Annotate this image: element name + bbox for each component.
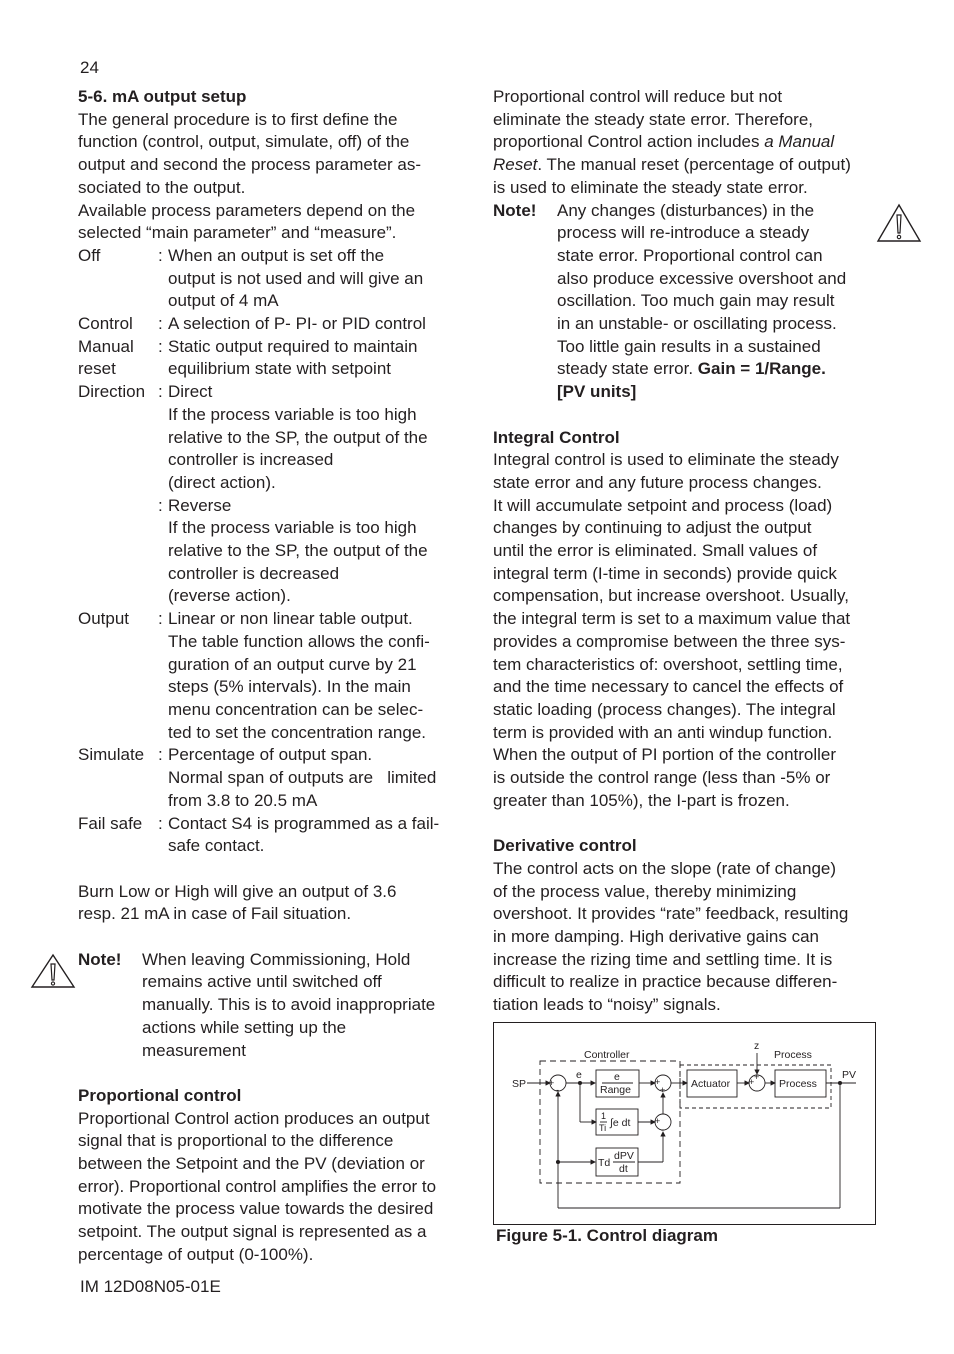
gain-units: [PV units] (557, 382, 637, 402)
d-gain: Td (598, 1157, 611, 1169)
warning-icon (30, 953, 76, 989)
integral-line: changes by continuing to adjust the output (493, 518, 812, 538)
def-term: reset (78, 359, 116, 379)
note-line: also produce excessive overshoot and (557, 268, 847, 288)
italic-span: Reset (493, 155, 538, 175)
def-manual-reset: Manual reset : Static output required to maintain equilibrium state with setpoint (78, 336, 463, 381)
def-line: relative to the SP, the output of the (168, 541, 428, 561)
intro-line: selected “main parameter” and “measure”. (78, 223, 397, 243)
def-term: Simulate (78, 745, 145, 765)
def-line: If the process variable is too high (168, 404, 417, 424)
integral-line: static loading (process changes). The integral (493, 699, 836, 719)
sj1-minus: - (556, 1085, 559, 1095)
burn-line: resp. 21 mA in case of Fail situation. (78, 904, 352, 924)
def-direction: Direction : Direct If the process variable is too high relative to the SP, the output of the controller is increased (direct action). (78, 381, 463, 495)
proportional-continued (493, 86, 881, 200)
i-denominator: Ti (599, 1123, 607, 1133)
note-line: When leaving Commissioning, Hold (142, 949, 411, 969)
intro-line: Available process parameters depend on the (78, 200, 416, 220)
control-diagram-frame (493, 1022, 876, 1225)
derivative-heading: Derivative control (493, 836, 637, 856)
def-line: ted to set the concentration range. (168, 722, 427, 742)
document-id: IM 12D08N05-01E (80, 1277, 221, 1296)
def-line: Reverse (168, 495, 232, 515)
prop-line: setpoint. The output signal is represented as a (78, 1222, 427, 1242)
derivative-line: in more damping. High derivative gains can (493, 926, 820, 946)
integral-line: compensation, but increase overshoot. Usually, (493, 586, 849, 606)
note-line: process will re-introduce a steady (557, 223, 810, 243)
integral-line: integral term (I-time in seconds) provide quick (493, 563, 837, 583)
intro-line: The general procedure is to first define the (78, 109, 398, 129)
process-label: Process (774, 1049, 812, 1061)
italic-span: a Manual (764, 132, 835, 152)
d-numerator: dPV (614, 1150, 634, 1162)
def-line: safe contact. (168, 836, 265, 856)
burn-paragraph (78, 881, 463, 926)
integral-line: state error and any future process changes. (493, 472, 822, 492)
note-line: remains active until switched off (142, 972, 382, 992)
proportional-paragraph (78, 1108, 463, 1267)
integral-line: the integral term is set to a maximum value that (493, 609, 851, 629)
def-line: steps (5% intervals). In the main (168, 677, 411, 697)
controller-label: Controller (584, 1049, 630, 1061)
integral-line: term is provided with an anti windup function. (493, 722, 833, 742)
def-line: controller is decreased (168, 563, 340, 583)
def-line: guration of an output curve by 21 (168, 654, 417, 674)
def-line: controller is increased (168, 450, 334, 470)
integral-heading: Integral Control (493, 427, 620, 447)
right-note (493, 200, 881, 404)
note-label: Note! (78, 949, 122, 969)
page-number: 24 (80, 58, 99, 77)
derivative-line: of the process value, thereby minimizing (493, 881, 797, 901)
junction-dot (578, 1081, 581, 1084)
burn-line: Burn Low or High will give an output of 3.6 (78, 881, 397, 901)
text-line: is used to eliminate the steady state error. (493, 177, 808, 197)
def-term: Fail safe (78, 813, 143, 833)
left-column (78, 86, 463, 1267)
text-line (493, 154, 881, 177)
sj3-plus: + (655, 1116, 661, 1126)
pv-label: PV (842, 1069, 857, 1081)
integral-line: provides a compromise between the three sys- (493, 631, 846, 651)
prop-line: error). Proportional control amplifies the error to (78, 1176, 437, 1196)
note-line: Too little gain results in a sustained (557, 336, 821, 356)
def-line: output of 4 mA (168, 291, 279, 311)
sj2-plus: + (655, 1077, 661, 1087)
def-line: menu concentration can be selec- (168, 699, 424, 719)
p-denominator: Range (600, 1084, 631, 1096)
def-line: Static output required to maintain (168, 336, 418, 356)
def-line: Contact S4 is programmed as a fail- (168, 813, 440, 833)
p-numerator: e (614, 1071, 620, 1083)
prop-line: percentage of output (0-100%). (78, 1244, 314, 1264)
section-heading: 5-6. mA output setup (78, 87, 247, 106)
def-line: Normal span of outputs are limited (168, 768, 437, 788)
note-label: Note! (493, 200, 537, 220)
prop-line: Proportional Control action produces an output (78, 1108, 430, 1128)
def-term: Off (78, 245, 101, 265)
def-line: When an output is set off the (168, 245, 385, 265)
derivative-paragraph (493, 858, 881, 1017)
text-span: steady state error. (557, 359, 698, 379)
def-line: The table function allows the confi- (168, 631, 430, 651)
def-control: Control : A selection of P- PI- or PID control (78, 313, 463, 336)
integral-line: greater than 105%), the I-part is frozen. (493, 790, 790, 810)
sj4-plus: + (749, 1077, 755, 1087)
derivative-line: tiation leads to “noisy” signals. (493, 995, 721, 1015)
note-line: manually. This is to avoid inappropriate (142, 995, 436, 1015)
warning-icon (876, 203, 922, 243)
integral-line: Integral control is used to eliminate the steady (493, 450, 839, 470)
prop-line: motivate the process value towards the desired (78, 1199, 434, 1219)
left-note (78, 949, 463, 1063)
actuator-label: Actuator (691, 1078, 731, 1090)
intro-paragraph (78, 109, 463, 245)
integral-paragraph (493, 449, 881, 812)
derivative-line: difficult to realize in practice because differen- (493, 972, 838, 992)
def-term: Direction (78, 382, 146, 402)
process-block-label: Process (779, 1078, 817, 1090)
note-line: Any changes (disturbances) in the (557, 200, 815, 220)
sj4-plus-2: + (754, 1072, 760, 1082)
def-fail-safe: Fail safe : Contact S4 is programmed as a fail- safe contact. (78, 813, 463, 858)
def-line: relative to the SP, the output of the (168, 427, 428, 447)
note-line: measurement (142, 1040, 246, 1060)
integral-line: is outside the control range (less than -5% or (493, 768, 831, 788)
intro-line: output and second the process parameter as- (78, 155, 422, 175)
derivative-line: The control acts on the slope (rate of change) (493, 858, 837, 878)
d-denominator: dt (619, 1163, 628, 1175)
def-output: Output : Linear or non linear table output. The table function allows the confi- guration of an output curve by 21 steps (5% intervals). In the main menu concentration can be selec- ted to set the concentration range. (78, 608, 463, 744)
sj1-plus: + (549, 1078, 555, 1088)
def-line: output is not used and will give an (168, 268, 424, 288)
intro-line: sociated to the output. (78, 177, 246, 197)
prop-line: between the Setpoint and the PV (deviation or (78, 1154, 425, 1173)
note-line: oscillation. Too much gain may result (557, 291, 835, 311)
right-column (493, 86, 881, 1017)
def-term: Output (78, 609, 130, 629)
gain-formula: Gain = 1/Range. (697, 359, 826, 379)
derivative-line: overshoot. It provides “rate” feedback, resulting (493, 904, 849, 924)
integral-line: It will accumulate setpoint and process (load) (493, 495, 833, 515)
intro-line: function (control, output, simulate, off) of the (78, 132, 410, 152)
derivative-line: increase the rizing time and settling time. It is (493, 949, 833, 969)
note-line: actions while setting up the (142, 1017, 347, 1037)
text-line: eliminate the steady state error. Therefore, (493, 109, 814, 129)
text-span: proportional Control action includes (493, 132, 765, 152)
text-line: Proportional control will reduce but not (493, 87, 783, 106)
def-line: (reverse action). (168, 586, 291, 606)
proportional-heading: Proportional control (78, 1085, 242, 1105)
integral-line: tem characteristics of: overshoot, settling time, (493, 654, 843, 674)
sj3-minus: - (661, 1125, 664, 1135)
error-label: e (576, 1069, 582, 1081)
i-numerator: 1 (601, 1111, 607, 1121)
control-diagram (494, 1023, 875, 1224)
disturbance-label: z (754, 1040, 760, 1052)
def-term: Control (78, 314, 133, 334)
def-direction-reverse: : Reverse If the process variable is too high relative to the SP, the output of the controller is decreased (reverse action). (78, 495, 463, 609)
def-line: equilibrium state with setpoint (168, 359, 392, 379)
note-line (557, 358, 881, 381)
integral-line: until the error is eliminated. Small values of (493, 541, 818, 561)
integral-line: and the time necessary to cancel the effects of (493, 677, 844, 697)
def-line: (direct action). (168, 472, 276, 492)
i-expression: ∫e dt (610, 1117, 631, 1129)
prop-line: signal that is proportional to the difference (78, 1131, 394, 1151)
def-line: from 3.8 to 20.5 mA (168, 790, 318, 810)
text-span: . The manual reset (percentage of output) (537, 155, 851, 175)
def-off: Off : When an output is set off the output is not used and will give an output of 4 mA (78, 245, 463, 313)
figure-caption: Figure 5-1. Control diagram (496, 1226, 718, 1245)
text-line (493, 131, 881, 154)
note-line: state error. Proportional control can (557, 245, 823, 265)
sj2-plus-2: + (660, 1085, 666, 1095)
note-line: in an unstable- or oscillating process. (557, 314, 837, 334)
def-term: Manual (78, 336, 134, 356)
def-line: A selection of P- PI- or PID control (168, 314, 426, 334)
def-simulate: Simulate : Percentage of output span. Normal span of outputs are limited from 3.8 to 20.5 mA (78, 744, 463, 812)
def-line: Direct (168, 382, 213, 402)
def-line: Percentage of output span. (168, 745, 373, 765)
def-line: Linear or non linear table output. (168, 609, 413, 629)
def-line: If the process variable is too high (168, 518, 417, 538)
sp-label: SP (512, 1078, 527, 1090)
integral-line: When the output of PI portion of the controller (493, 745, 837, 765)
